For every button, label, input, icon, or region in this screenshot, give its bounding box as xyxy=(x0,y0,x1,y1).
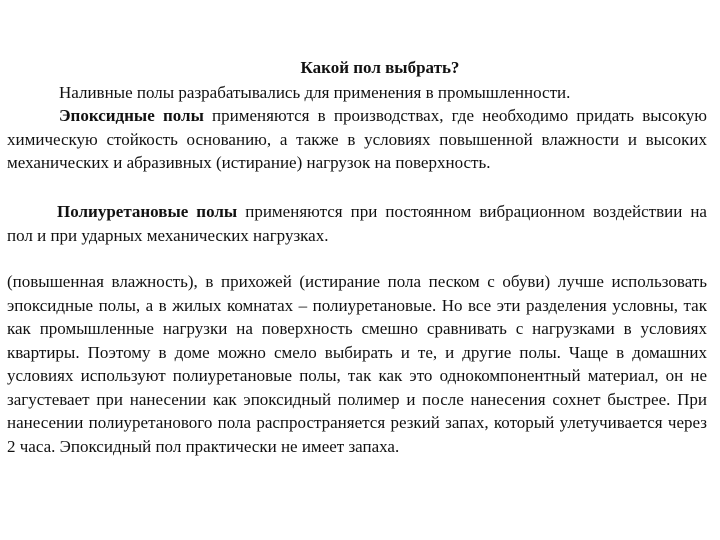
page-title: Какой пол выбрать? xyxy=(300,58,460,77)
home-usage-paragraph: (повышенная влажность), в прихожей (истирание пола песком с обуви) лучше использовать эпоксидные полы, а в жилых комнатах – полиуретановые. Но все эти разделения условны, так как промышленные нагрузки на поверхность смешно сравнивать с нагрузками в условиях квартиры. Поэтому в доме можно смело выбирать и те, и другие полы. Чаще в домашних условиях используют полиуретановые полы, так как это однокомпонентный материал, он не загустевает при нанесении как эпоксидный полимер и после нанесения сохнет быстрее. При нанесении полиуретанового пола распространяется резкий запах, который улетучивается через 2 часа. Эпоксидный пол практически не имеет запаха. xyxy=(7,272,707,456)
polyurethane-term: Полиуретановые полы xyxy=(57,202,238,221)
epoxy-term: Эпоксидные полы xyxy=(59,106,204,125)
epoxy-paragraph xyxy=(7,104,707,175)
intro-paragraph: Наливные полы разрабатывались для применения в промышленности. xyxy=(59,83,571,102)
polyurethane-description: применяются при постоянном вибрационном воздействии на пол и при ударных механических нагрузках. xyxy=(7,202,707,245)
polyurethane-paragraph xyxy=(7,200,707,247)
epoxy-description: применяются в производствах, где необходимо придать высокую химическую стойкость основанию, а также в условиях повышенной влажности и высоких механических и абразивных (истирание) нагрузок на поверхность. xyxy=(7,106,707,172)
